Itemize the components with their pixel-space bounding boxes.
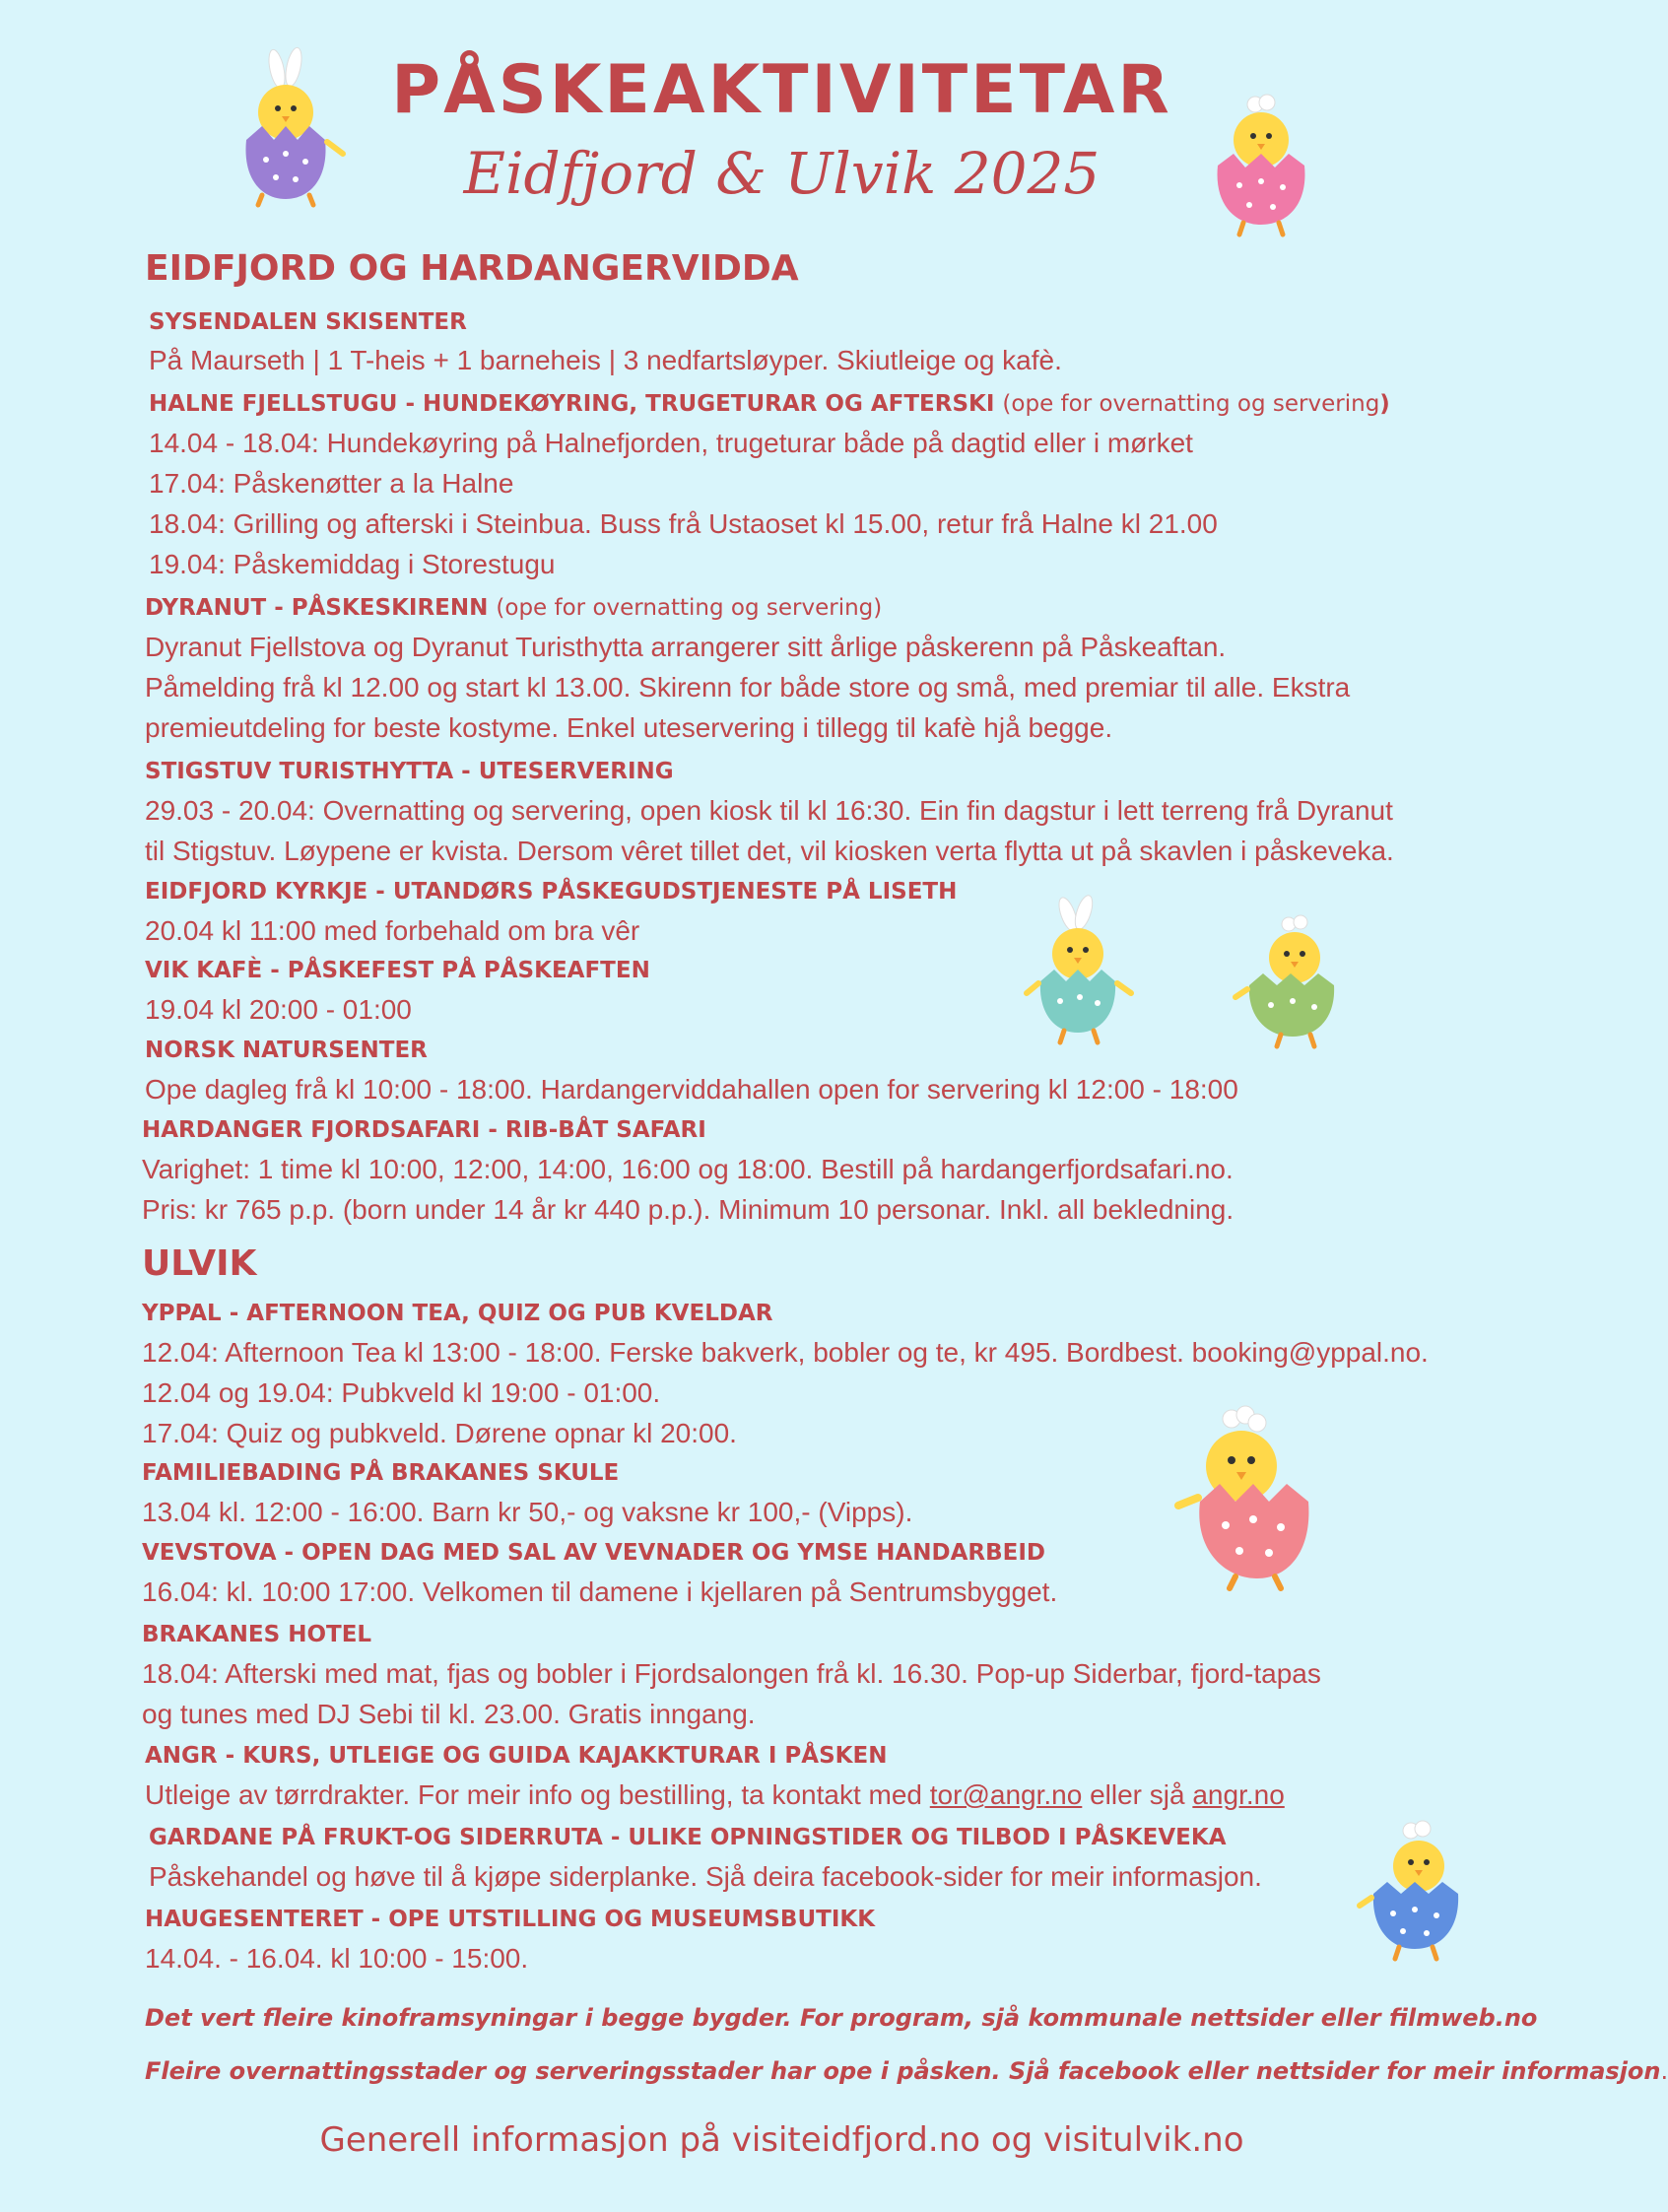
brakanes-hotel-line-2: og tunes med DJ Sebi til kl. 23.00. Gratis inngang. <box>142 1699 756 1729</box>
sysendalen-title: SYSENDALEN SKISENTER <box>149 309 467 335</box>
fjordsafari-line-2: Pris: kr 765 p.p. (born under 14 år kr 440 p.p.). Minimum 10 personar. Inkl. all bekledning. <box>142 1194 1234 1225</box>
angr-text-mid: eller sjå <box>1090 1779 1185 1810</box>
vik-kafe-title: VIK KAFÈ - PÅSKEFEST PÅ PÅSKEAFTEN <box>145 958 650 983</box>
angr-title: ANGR - KURS, UTLEIGE OG GUIDA KAJAKKTURAR I PÅSKEN <box>145 1743 888 1769</box>
halne-line-1: 14.04 - 18.04: Hundekøyring på Halnefjorden, trugeturar både på dagtid eller i mørket <box>149 428 1193 458</box>
dyranut-line-3: premieutdeling for beste kostyme. Enkel uteservering i tillegg til kafè hjå begge. <box>145 712 1113 743</box>
angr-text-start: Utleige av tørrdrakter. For meir info og bestilling, ta kontakt med <box>145 1779 922 1810</box>
chick-teal-egg-icon <box>1021 899 1139 1046</box>
dyranut-line-2: Påmelding frå kl 12.00 og start kl 13.00. Skirenn for både store og små, med premiar til alle. Ekstra <box>145 672 1351 703</box>
familiebading-title: FAMILIEBADING PÅ BRAKANES SKULE <box>142 1460 620 1486</box>
angr-text <box>145 1779 1285 1811</box>
haugesenteret-title: HAUGESENTERET - OPE UTSTILLING OG MUSEUMSBUTIKK <box>145 1907 876 1932</box>
overnatting-note-text: Fleire overnattingsstader og serveringsstader har ope i påsken. Sjå facebook eller nettsider for meir informasjon <box>145 2057 1661 2085</box>
halne-title-text: HALNE FJELLSTUGU - HUNDEKØYRING, TRUGETURAR OG AFTERSKI <box>149 391 995 417</box>
sysendalen-text: På Maurseth | 1 T-heis + 1 barneheis | 3 nedfartsløyper. Skiutleige og kafè. <box>149 345 1062 375</box>
stigstuv-title: STIGSTUV TURISTHYTTA - UTESERVERING <box>145 759 674 784</box>
halne-note: (ope for overnatting og servering <box>1002 391 1380 417</box>
vevstova-title: VEVSTOVA - OPEN DAG MED SAL AV VEVNADER OG YMSE HANDARBEID <box>142 1540 1045 1566</box>
brakanes-hotel-line-1: 18.04: Afterski med mat, fjas og bobler i Fjordsalongen frå kl. 16.30. Pop-up Siderbar, fjord-tapas <box>142 1658 1321 1689</box>
stigstuv-line-1: 29.03 - 20.04: Overnatting og servering, open kiosk til kl 16:30. Ein fin dagstur i lett terreng frå Dyranut <box>145 795 1393 826</box>
vik-kafe-text: 19.04 kl 20:00 - 01:00 <box>145 994 412 1025</box>
dyranut-title-text: DYRANUT - PÅSKESKIRENN <box>145 595 489 621</box>
page-title: PÅSKEAKTIVITETAR <box>391 51 1172 129</box>
gardane-title: GARDANE PÅ FRUKT-OG SIDERRUTA - ULIKE OPNINGSTIDER OG TILBOD I PÅSKEVEKA <box>149 1825 1227 1850</box>
halne-line-4: 19.04: Påskemiddag i Storestugu <box>149 549 556 579</box>
yppal-line-1: 12.04: Afternoon Tea kl 13:00 - 18:00. Ferske bakverk, bobler og te, kr 495. Bordbest. booking@yppal.no. <box>142 1337 1429 1368</box>
region-heading-eidfjord: EIDFJORD OG HARDANGERVIDDA <box>145 248 799 289</box>
vevstova-text: 16.04: kl. 10:00 17:00. Velkomen til damene i kjellaren på Sentrumsbygget. <box>142 1576 1058 1607</box>
region-heading-ulvik: ULVIK <box>142 1243 257 1284</box>
fjordsafari-title: HARDANGER FJORDSAFARI - RIB-BÅT SAFARI <box>142 1117 706 1143</box>
yppal-line-3: 17.04: Quiz og pubkveld. Dørene opnar kl 20:00. <box>142 1418 737 1448</box>
overnatting-note-end: . <box>1660 2057 1668 2085</box>
chick-green-egg-icon <box>1232 914 1350 1052</box>
dyranut-title <box>145 595 882 621</box>
page-subtitle: Eidfjord & Ulvik 2025 <box>463 140 1101 207</box>
overnatting-note <box>145 2057 1668 2085</box>
brakanes-hotel-title: BRAKANES HOTEL <box>142 1622 372 1647</box>
yppal-title: YPPAL - AFTERNOON TEA, QUIZ OG PUB KVELDAR <box>142 1301 773 1326</box>
haugesenteret-text: 14.04. - 16.04. kl 10:00 - 15:00. <box>145 1943 529 1974</box>
halne-line-3: 18.04: Grilling og afterski i Steinbua. Buss frå Ustaoset kl 15.00, retur frå Halne kl 21.00 <box>149 508 1218 539</box>
chick-coral-egg-icon <box>1170 1403 1328 1590</box>
angr-website-link[interactable]: angr.no <box>1192 1779 1285 1810</box>
fjordsafari-line-1: Varighet: 1 time kl 10:00, 12:00, 14:00, 16:00 og 18:00. Bestill på hardangerfjordsafari.no. <box>142 1154 1234 1184</box>
natursenter-title: NORSK NATURSENTER <box>145 1038 428 1063</box>
yppal-line-2: 12.04 og 19.04: Pubkveld kl 19:00 - 01:00. <box>142 1377 661 1408</box>
dyranut-line-1: Dyranut Fjellstova og Dyranut Turisthytta arrangerer sitt årlige påskerenn på Påskeaftan. <box>145 632 1227 662</box>
kyrkje-title: EIDFJORD KYRKJE - UTANDØRS PÅSKEGUDSTJENESTE PÅ LISETH <box>145 879 958 905</box>
angr-email-link[interactable]: tor@angr.no <box>929 1779 1083 1810</box>
gardane-text: Påskehandel og høve til å kjøpe siderplanke. Sjå deira facebook-sider for meir informasjon. <box>149 1861 1262 1892</box>
natursenter-text: Ope dagleg frå kl 10:00 - 18:00. Hardangerviddahallen open for servering kl 12:00 - 18:00 <box>145 1074 1238 1105</box>
kyrkje-text: 20.04 kl 11:00 med forbehald om bra vêr <box>145 915 640 946</box>
footer-info: Generell informasjon på visiteidfjord.no og visitulvik.no <box>319 2120 1244 2160</box>
stigstuv-line-2: til Stigstuv. Løypene er kvista. Dersom vêret tillet det, vil kiosken verta flytta ut på skavlen i påskeveka. <box>145 836 1394 866</box>
halne-note-close: ) <box>1379 391 1390 417</box>
halne-line-2: 17.04: Påskenøtter a la Halne <box>149 468 514 499</box>
halne-title <box>149 391 1390 417</box>
dyranut-note: (ope for overnatting og servering) <box>496 595 883 621</box>
chick-blue-egg-icon <box>1356 1819 1474 1967</box>
kino-note: Det vert fleire kinoframsyningar i begge bygder. For program, sjå kommunale nettsider eller filmweb.no <box>145 2004 1538 2032</box>
familiebading-text: 13.04 kl. 12:00 - 16:00. Barn kr 50,- og vaksne kr 100,- (Vipps). <box>142 1497 913 1527</box>
